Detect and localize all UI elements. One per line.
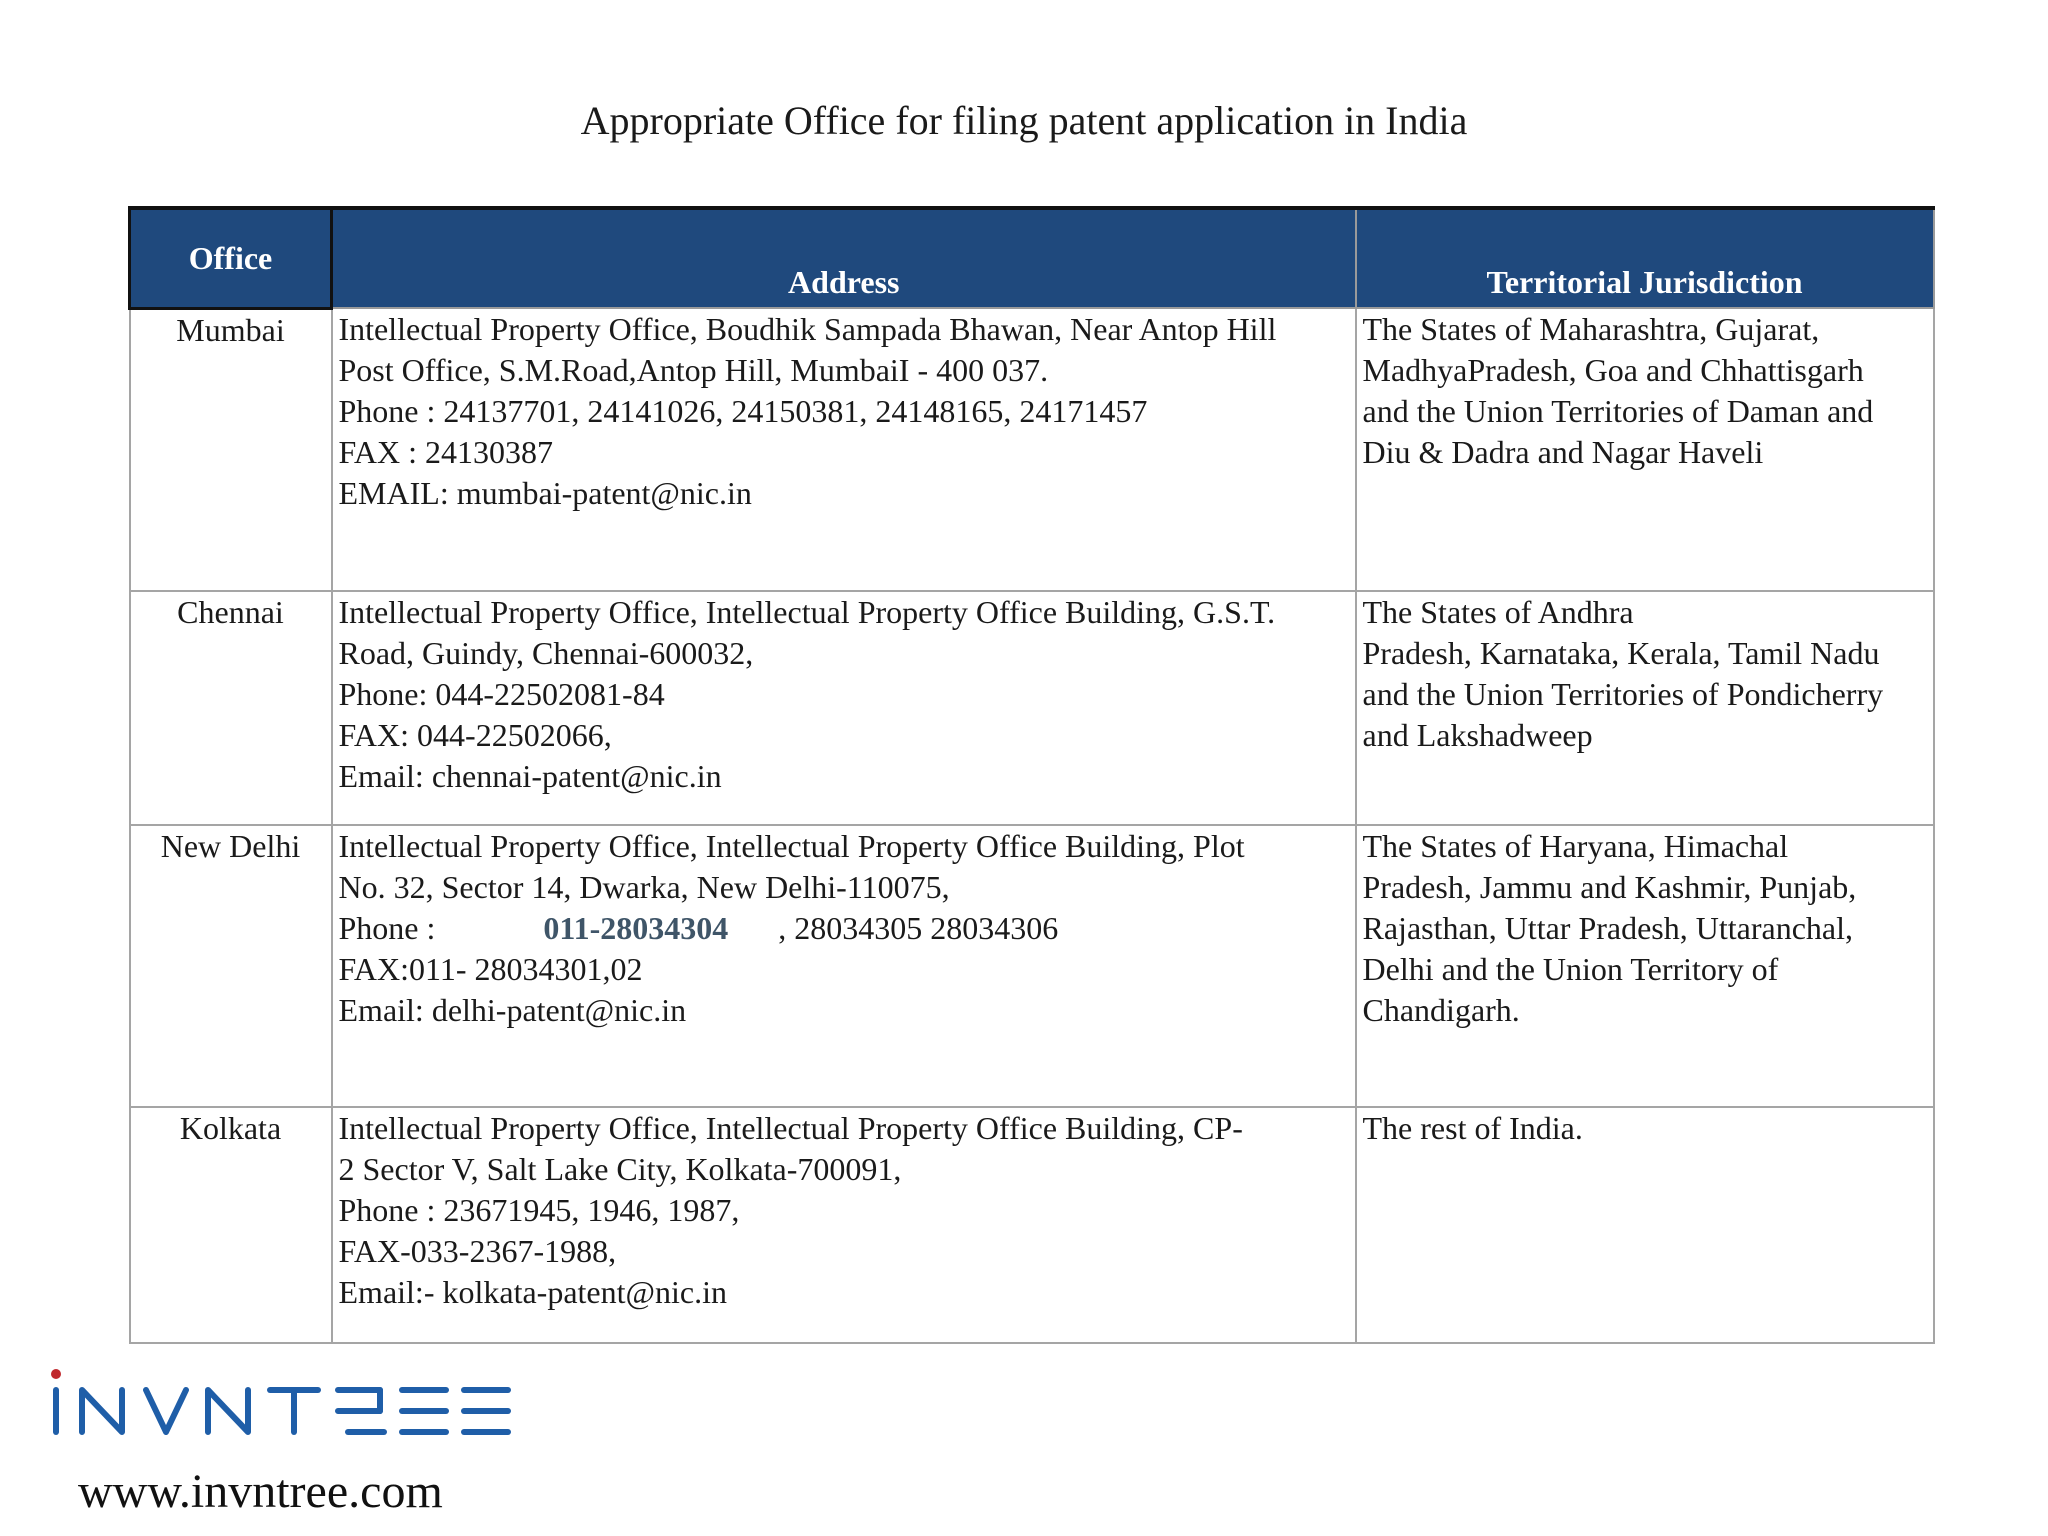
table-row — [130, 308, 1934, 591]
jurisdiction-line: Chandigarh. — [1362, 991, 1520, 1028]
jurisdiction-line: The rest of India. — [1362, 1109, 1583, 1146]
address-line: 2 Sector V, Salt Lake City, Kolkata-700091, — [338, 1150, 902, 1187]
address-line: Intellectual Property Office, Intellectual Property Office Building, Plot — [338, 827, 1245, 864]
phone-label: Phone : — [338, 909, 436, 946]
jurisdiction-line: Delhi and the Union Territory of — [1362, 950, 1779, 987]
address-line: Road, Guindy, Chennai-600032, — [338, 634, 754, 671]
website-url[interactable]: www.invntree.com — [78, 1465, 443, 1518]
fax-line: FAX : 24130387 — [338, 434, 554, 470]
address-line: Intellectual Property Office, Boudhik Sampada Bhawan, Near Antop Hill — [338, 311, 1277, 347]
jurisdiction-line: The States of Maharashtra, Gujarat, — [1362, 311, 1820, 347]
jurisdiction-line: and Lakshadweep — [1362, 716, 1593, 753]
jurisdiction-line: Pradesh, Karnataka, Kerala, Tamil Nadu — [1362, 634, 1880, 671]
patent-offices-table — [128, 206, 1935, 1344]
jurisdiction-line: and the Union Territories of Pondicherry — [1362, 675, 1884, 712]
jurisdiction-line: Diu & Dadra and Nagar Haveli — [1362, 434, 1764, 470]
office-address — [332, 591, 1356, 825]
jurisdiction-line: Rajasthan, Uttar Pradesh, Uttaranchal, — [1362, 909, 1853, 946]
page-title: Appropriate Office for filing patent application in India — [580, 98, 1468, 143]
invntree-logo — [48, 1364, 518, 1438]
column-header-jurisdiction: Territorial Jurisdiction — [1356, 208, 1934, 308]
table-header-row — [130, 208, 1934, 308]
office-address — [332, 825, 1356, 1107]
office-name: Kolkata — [130, 1107, 332, 1343]
office-name: Mumbai — [130, 308, 332, 591]
office-jurisdiction — [1356, 825, 1934, 1107]
phone-number-highlight: 011-28034304 — [543, 909, 729, 946]
jurisdiction-line: and the Union Territories of Daman and — [1362, 393, 1874, 429]
jurisdiction-line: MadhyaPradesh, Goa and Chhattisgarh — [1362, 352, 1864, 388]
table-row — [130, 825, 1934, 1107]
email-line: EMAIL: mumbai-patent@nic.in — [338, 475, 752, 511]
column-header-address: Address — [332, 208, 1356, 308]
jurisdiction-line: The States of Andhra — [1362, 593, 1634, 630]
address-line: Post Office, S.M.Road,Antop Hill, MumbaiI - 400 037. — [338, 352, 1049, 388]
phone-line: Phone : 23671945, 1946, 1987, — [338, 1191, 740, 1228]
office-name: New Delhi — [130, 825, 332, 1107]
email-line: Email:- kolkata-patent@nic.in — [338, 1273, 727, 1310]
jurisdiction-line: The States of Haryana, Himachal — [1362, 827, 1789, 864]
address-line: No. 32, Sector 14, Dwarka, New Delhi-110075, — [338, 868, 950, 905]
fax-line: FAX:011- 28034301,02 — [338, 950, 643, 987]
jurisdiction-line: Pradesh, Jammu and Kashmir, Punjab, — [1362, 868, 1857, 905]
address-line: Intellectual Property Office, Intellectual Property Office Building, G.S.T. — [338, 593, 1276, 630]
email-line: Email: delhi-patent@nic.in — [338, 991, 687, 1028]
phone-line — [339, 908, 1349, 949]
fax-line: FAX: 044-22502066, — [338, 716, 612, 753]
email-line: Email: chennai-patent@nic.in — [338, 757, 722, 794]
phone-rest: , 28034305 28034306 — [778, 909, 1059, 946]
fax-line: FAX-033-2367-1988, — [338, 1232, 617, 1269]
office-jurisdiction — [1356, 591, 1934, 825]
phone-line: Phone: 044-22502081-84 — [338, 675, 665, 712]
table-row — [130, 1107, 1934, 1343]
address-line: Intellectual Property Office, Intellectual Property Office Building, CP- — [338, 1109, 1243, 1146]
office-name: Chennai — [130, 591, 332, 825]
office-jurisdiction — [1356, 1107, 1934, 1343]
office-address — [332, 1107, 1356, 1343]
table-row — [130, 591, 1934, 825]
phone-line: Phone : 24137701, 24141026, 24150381, 24148165, 24171457 — [338, 393, 1148, 429]
office-jurisdiction — [1356, 308, 1934, 591]
office-address — [332, 308, 1356, 591]
column-header-office: Office — [130, 208, 332, 308]
